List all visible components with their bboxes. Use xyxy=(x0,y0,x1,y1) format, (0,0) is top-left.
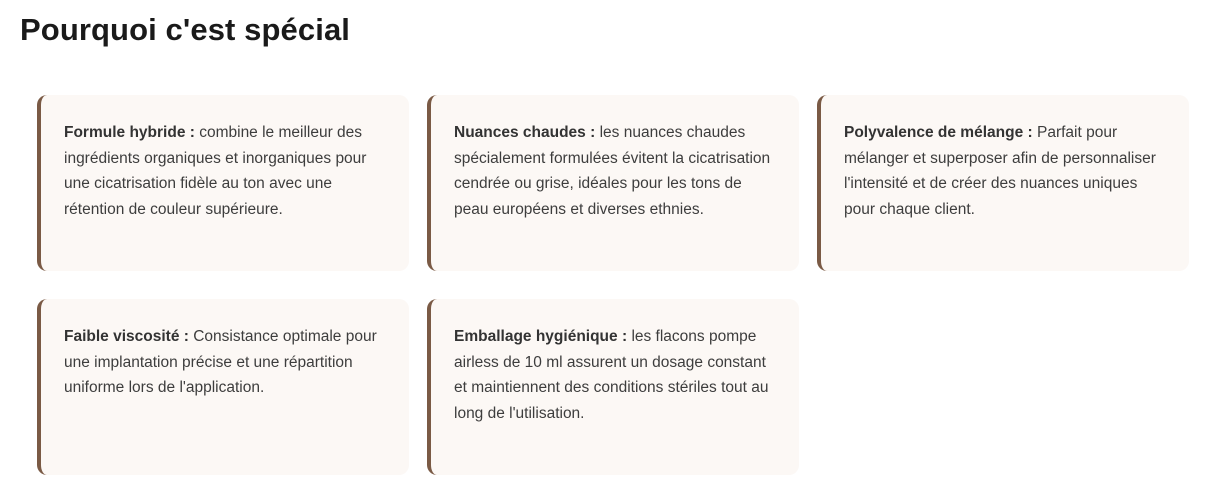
feature-description: combine le meilleur des ingrédients organiques et inorganiques pour une cicatrisation fidèle au ton avec une rétention de couleur supérieure. xyxy=(64,124,367,218)
feature-term: Faible viscosité : xyxy=(64,328,189,345)
feature-description: Parfait pour mélanger et superposer afin de personnaliser l'intensité et de créer des nuances uniques pour chaque client. xyxy=(844,124,1156,218)
feature-cards-grid xyxy=(37,95,1189,475)
feature-term: Nuances chaudes : xyxy=(454,124,596,141)
feature-term: Polyvalence de mélange : xyxy=(844,124,1033,141)
page-title: Pourquoi c'est spécial xyxy=(20,12,351,47)
feature-description: les nuances chaudes spécialement formulées évitent la cicatrisation cendrée ou grise, idéales pour les tons de peau européens et diverses ethnies. xyxy=(454,124,771,218)
feature-description: Consistance optimale pour une implantation précise et une répartition uniforme lors de l'application. xyxy=(64,328,377,397)
feature-term: Emballage hygiénique : xyxy=(454,328,628,345)
feature-card-faible-viscosite xyxy=(37,299,409,475)
feature-card-nuances-chaudes xyxy=(427,95,799,271)
feature-description: les flacons pompe airless de 10 ml assurent un dosage constant et maintiennent des conditions stériles tout au long de l'utilisation. xyxy=(454,328,769,422)
feature-card-formule-hybride xyxy=(37,95,409,271)
feature-card-emballage-hygienique xyxy=(427,299,799,475)
feature-card-polyvalence-melange xyxy=(817,95,1189,271)
feature-term: Formule hybride : xyxy=(64,124,195,141)
